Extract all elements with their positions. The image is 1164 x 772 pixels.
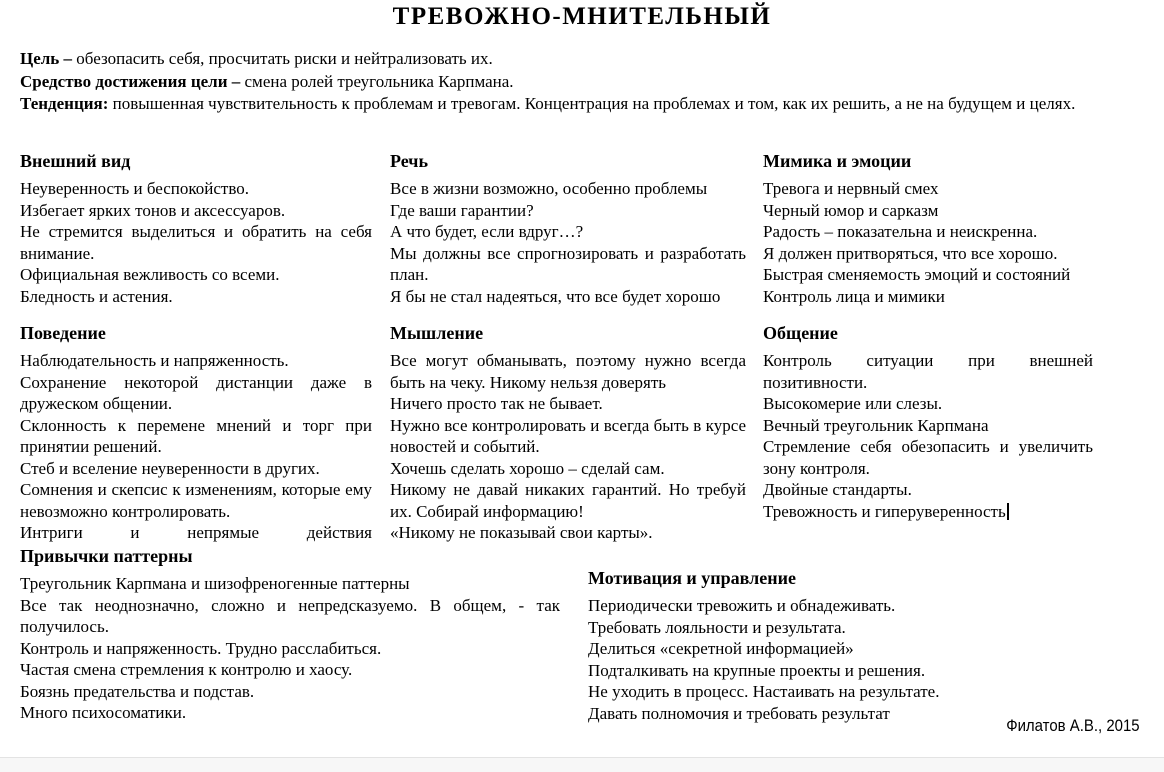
section-item-text: Не стремится выделиться и обратить на себя внимание. xyxy=(20,222,372,263)
section-appearance xyxy=(20,150,372,307)
text-cursor xyxy=(1007,503,1009,520)
section-item-text: Наблюдательность и напряженность. xyxy=(20,351,289,370)
section-behavior xyxy=(20,322,372,544)
section-item-text: Я бы не стал надеяться, что все будет хорошо xyxy=(390,286,721,306)
section-facial-expressions-emotions xyxy=(763,150,1093,307)
section-item xyxy=(763,286,1093,308)
section-item xyxy=(588,660,1108,682)
intro-line-goal xyxy=(20,48,1082,71)
section-thinking xyxy=(390,322,746,544)
section-title: Внешний вид xyxy=(20,151,131,171)
section-item xyxy=(20,350,372,372)
section-item-text: Сохранение некоторой дистанции даже в дружеском общении. xyxy=(20,372,372,413)
section-item xyxy=(763,415,1093,437)
section-item-text: Стеб и вселение неуверенности в других. xyxy=(20,458,320,478)
section-speech xyxy=(390,150,746,307)
section-item-text: Все в жизни возможно, особенно проблемы xyxy=(390,179,708,198)
section-item-text: Много психосоматики. xyxy=(20,703,187,722)
intro-block xyxy=(20,48,1082,116)
section-item-text: Не уходить в процесс. Настаивать на результате. xyxy=(588,682,940,701)
section-item-text: Официальная вежливость со всеми. xyxy=(20,265,280,284)
section-item xyxy=(20,702,560,724)
section-item-text: Двойные стандарты. xyxy=(763,480,912,499)
section-communication xyxy=(763,322,1093,522)
section-item xyxy=(390,178,746,200)
section-item-text: Треугольник Карпмана и шизофреногенные паттерны xyxy=(20,574,410,593)
section-item-text: Бледность и астения. xyxy=(20,286,173,306)
section-item xyxy=(390,522,746,544)
section-item-text: Сомнения и скепсис к изменениям, которые ему невозможно контролировать. xyxy=(20,480,372,521)
section-item xyxy=(390,458,746,480)
section-item xyxy=(20,458,372,480)
section-item-text: Контроль и напряженность. Трудно расслабиться. xyxy=(20,638,382,658)
intro-line-means xyxy=(20,71,1082,94)
section-title: Поведение xyxy=(20,323,106,343)
intro-text-tendency: повышенная чувствительность к проблемам и тревогам. Концентрация на проблемах и том, как их решить, а не на будущем и целях. xyxy=(112,94,1076,114)
section-item-text: Высокомерие или слезы. xyxy=(763,394,943,413)
section-item xyxy=(588,681,1108,703)
section-item xyxy=(390,200,746,222)
section-item xyxy=(763,200,1093,222)
section-item-text: Где ваши гарантии? xyxy=(390,200,534,220)
section-title: Речь xyxy=(390,151,428,171)
section-item-text: Интриги и непрямые действия xyxy=(20,523,372,542)
section-item xyxy=(763,501,1093,523)
section-item xyxy=(390,243,746,286)
section-item xyxy=(390,221,746,243)
section-item xyxy=(20,595,560,638)
section-habits-patterns xyxy=(20,545,560,724)
section-item-text: Периодически тревожить и обнадеживать. xyxy=(588,596,896,615)
window-bottom-edge xyxy=(0,757,1164,772)
section-item xyxy=(390,415,746,458)
section-item-text: Никому не давай никаких гарантий. Но требуй их. Собирай информацию! xyxy=(390,480,746,521)
section-title: Мотивация и управление xyxy=(588,568,796,588)
section-item xyxy=(390,350,746,393)
section-item-text: Давать полномочия и требовать результат xyxy=(588,703,890,723)
section-item xyxy=(20,573,560,595)
section-item-text: Неуверенность и беспокойство. xyxy=(20,179,250,198)
section-item xyxy=(20,522,372,544)
section-title: Мимика и эмоции xyxy=(763,151,912,171)
section-item xyxy=(20,659,560,681)
section-item-text: Черный юмор и сарказм xyxy=(763,200,939,220)
intro-label-means: Средство достижения цели – xyxy=(20,71,241,91)
section-item xyxy=(20,221,372,264)
section-item-text: Контроль ситуации при внешней позитивности. xyxy=(763,351,1093,392)
section-item-text: Частая смена стремления к контролю и хаосу. xyxy=(20,660,353,679)
section-item xyxy=(20,372,372,415)
intro-text-means: смена ролей треугольника Карпмана. xyxy=(244,71,514,91)
section-item xyxy=(588,638,1108,660)
section-item xyxy=(20,264,372,286)
author-credit: Филатов А.В., 2015 xyxy=(1006,716,1140,735)
section-item-text: Тревога и нервный смех xyxy=(763,179,939,198)
section-item-text: Делиться «секретной информацией» xyxy=(588,639,854,658)
section-item xyxy=(763,221,1093,243)
section-item-text: Стремление себя обезопасить и увеличить зону контроля. xyxy=(763,437,1093,478)
section-item xyxy=(390,286,746,308)
section-item xyxy=(20,286,372,308)
section-item xyxy=(20,200,372,222)
section-item xyxy=(763,350,1093,393)
section-item xyxy=(20,479,372,522)
section-item xyxy=(20,178,372,200)
section-item xyxy=(763,243,1093,265)
section-item-text: Боязнь предательства и подстав. xyxy=(20,681,255,701)
section-item xyxy=(763,264,1093,286)
section-item-text: «Никому не показывай свои карты». xyxy=(390,523,653,542)
section-item xyxy=(588,595,1108,617)
section-item-text: Подталкивать на крупные проекты и решения. xyxy=(588,660,926,680)
section-item xyxy=(763,393,1093,415)
section-item xyxy=(588,617,1108,639)
section-item-text: Вечный треугольник Карпмана xyxy=(763,415,989,435)
section-title: Мышление xyxy=(390,323,484,343)
section-title: Привычки паттерны xyxy=(20,546,193,566)
section-title: Общение xyxy=(763,323,838,343)
intro-line-tendency xyxy=(20,93,1082,116)
section-item-text: Я должен притворяться, что все хорошо. xyxy=(763,243,1058,263)
section-item xyxy=(763,479,1093,501)
section-item xyxy=(763,436,1093,479)
section-item xyxy=(763,178,1093,200)
section-item xyxy=(390,393,746,415)
section-item-text: Склонность к перемене мнений и торг при принятии решений. xyxy=(20,415,372,456)
section-item-text: Все так неоднозначно, сложно и непредсказуемо. В общем, - так получилось. xyxy=(20,595,560,636)
section-item-text: Ничего просто так не бывает. xyxy=(390,394,603,413)
document-title: ТРЕВОЖНО-МНИТЕЛЬНЫЙ xyxy=(392,3,772,30)
section-item-text: Требовать лояльности и результата. xyxy=(588,617,846,637)
section-item-text: Нужно все контролировать и всегда быть в курсе новостей и событий. xyxy=(390,415,746,456)
section-item xyxy=(390,479,746,522)
section-item-text: Избегает ярких тонов и аксессуаров. xyxy=(20,200,286,220)
section-item xyxy=(20,681,560,703)
section-item-text: Быстрая сменяемость эмоций и состояний xyxy=(763,265,1071,284)
section-item-text: Все могут обманывать, поэтому нужно всегда быть на чеку. Никому нельзя доверять xyxy=(390,351,746,392)
section-item-text: Хочешь сделать хорошо – сделай сам. xyxy=(390,458,665,478)
intro-label-goal: Цель – xyxy=(20,49,73,68)
section-item-text: Тревожность и гиперуверенность xyxy=(763,501,1006,521)
section-item-text: А что будет, если вдруг…? xyxy=(390,222,584,241)
section-item xyxy=(20,415,372,458)
intro-text-goal: обезопасить себя, просчитать риски и нейтрализовать их. xyxy=(76,49,493,68)
section-item xyxy=(20,638,560,660)
intro-label-tendency: Тенденция: xyxy=(20,94,109,114)
section-item-text: Мы должны все спрогнозировать и разработать план. xyxy=(390,243,746,284)
section-motivation-management xyxy=(588,567,1108,724)
section-item-text: Радость – показательна и неискренна. xyxy=(763,222,1038,241)
section-item-text: Контроль лица и мимики xyxy=(763,286,945,306)
